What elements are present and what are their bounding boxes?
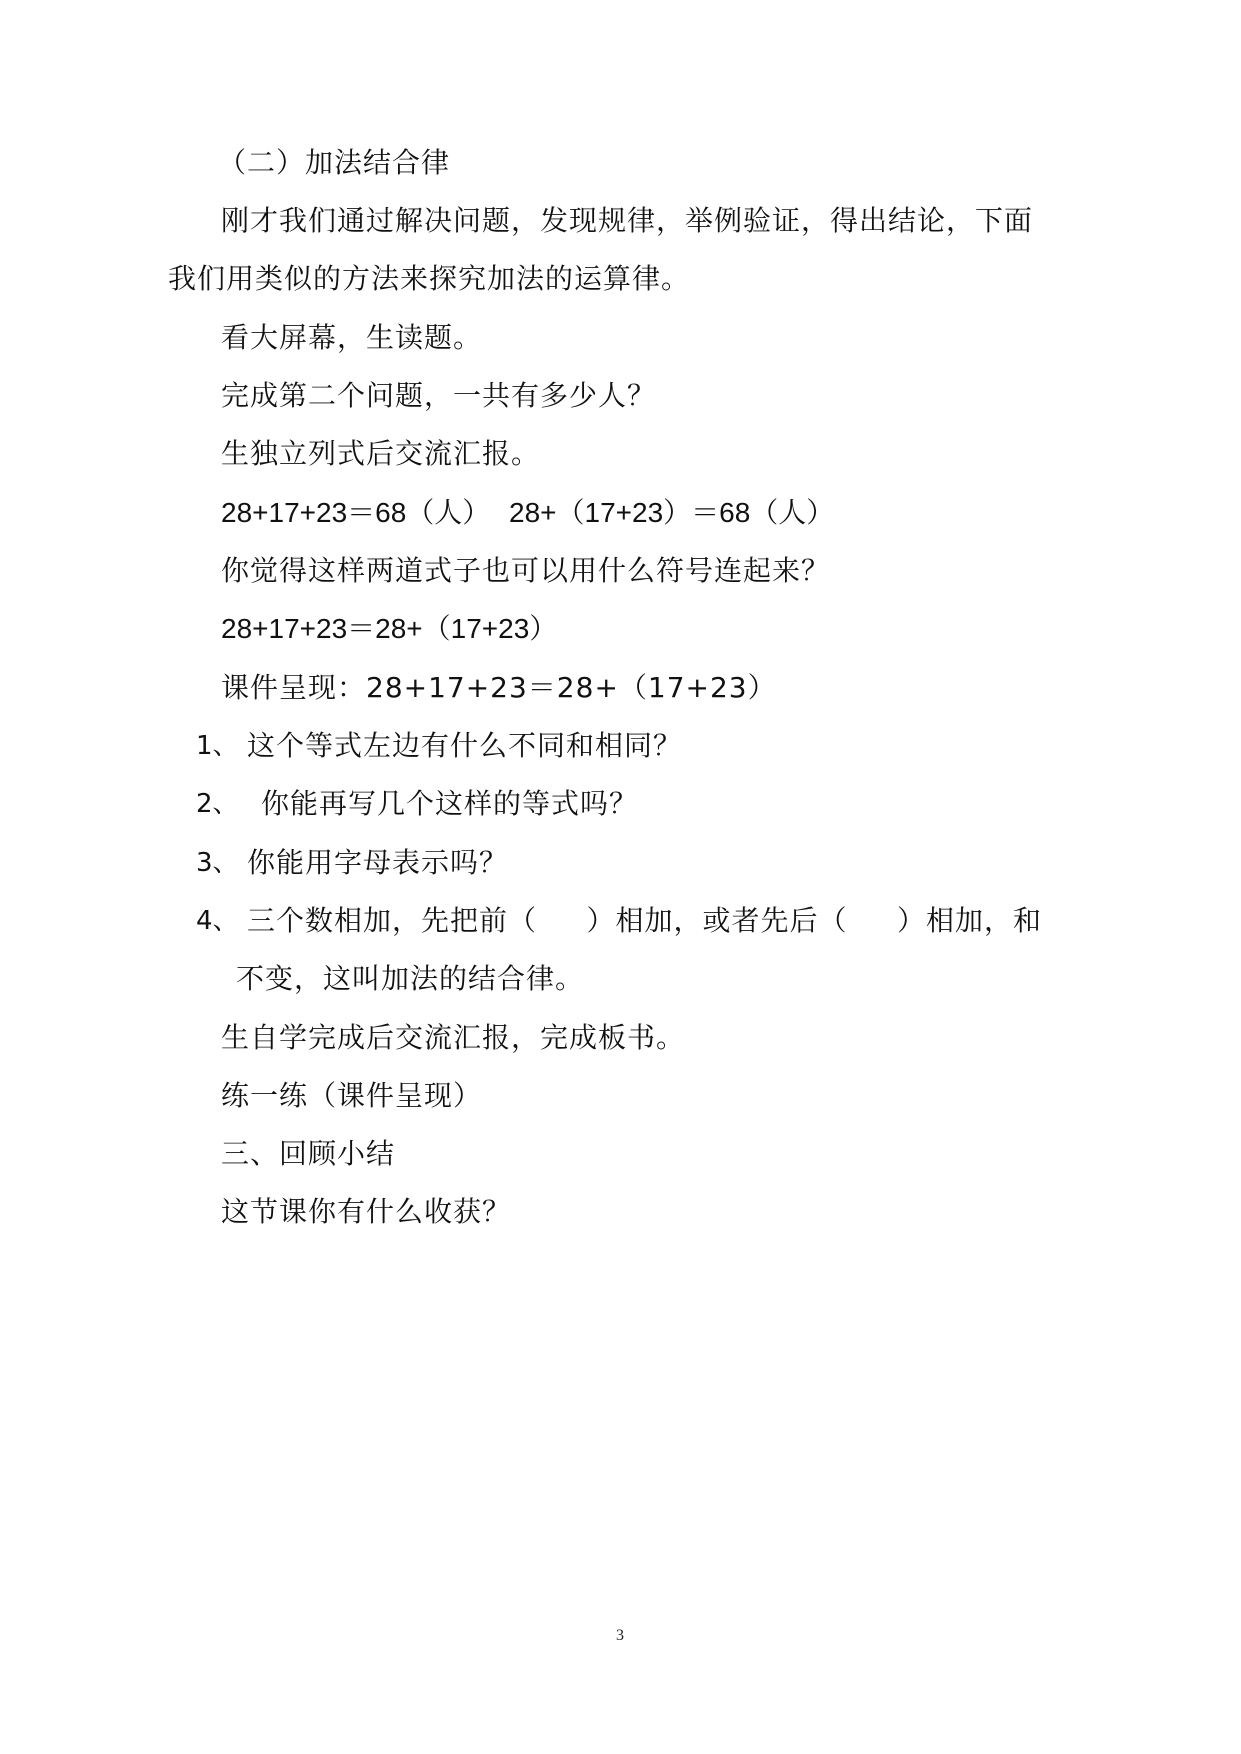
list-number: 4、 bbox=[196, 906, 239, 936]
paragraph-line: 看大屏幕，生读题。 bbox=[221, 321, 483, 354]
list-item: 这个等式左边有什么不同和相同？ bbox=[247, 729, 683, 762]
paragraph-line: 这节课你有什么收获？ bbox=[221, 1195, 512, 1228]
list-number: 3、 bbox=[196, 848, 239, 878]
paragraph-line: 刚才我们通过解决问题，发现规律，举例验证，得出结论，下面 bbox=[221, 204, 1034, 237]
paragraph-line: 我们用类似的方法来探究加法的运算律。 bbox=[168, 262, 691, 295]
list-item: 三个数相加，先把前（ ）相加，或者先后（ ）相加，和 bbox=[247, 904, 1043, 937]
list-number: 1、 bbox=[196, 731, 239, 761]
section-heading: 三、回顾小结 bbox=[221, 1137, 396, 1170]
equation-1: 28+17+23＝68（人） bbox=[221, 497, 491, 528]
courseware-line: 课件呈现：28+17+23＝28+（17+23） bbox=[221, 671, 777, 704]
equation-2: 28+（17+23）＝68（人） bbox=[509, 497, 835, 528]
equation-3: 28+17+23＝28+（17+23） bbox=[221, 613, 558, 644]
paragraph-line: 练一练（课件呈现） bbox=[221, 1079, 483, 1112]
list-item: 你能用字母表示吗？ bbox=[247, 846, 509, 879]
paragraph-line: 你觉得这样两道式子也可以用什么符号连起来？ bbox=[221, 554, 831, 587]
list-item-continuation: 不变，这叫加法的结合律。 bbox=[236, 962, 585, 995]
paragraph-line: 完成第二个问题，一共有多少人？ bbox=[221, 379, 657, 412]
list-item: 你能再写几个这样的等式吗？ bbox=[261, 787, 639, 820]
section-heading: （二）加法结合律 bbox=[218, 146, 451, 179]
list-number: 2、 bbox=[196, 789, 239, 819]
paragraph-line: 生独立列式后交流汇报。 bbox=[221, 437, 541, 470]
page-number: 3 bbox=[616, 1627, 624, 1644]
paragraph-line: 生自学完成后交流汇报，完成板书。 bbox=[221, 1021, 686, 1054]
